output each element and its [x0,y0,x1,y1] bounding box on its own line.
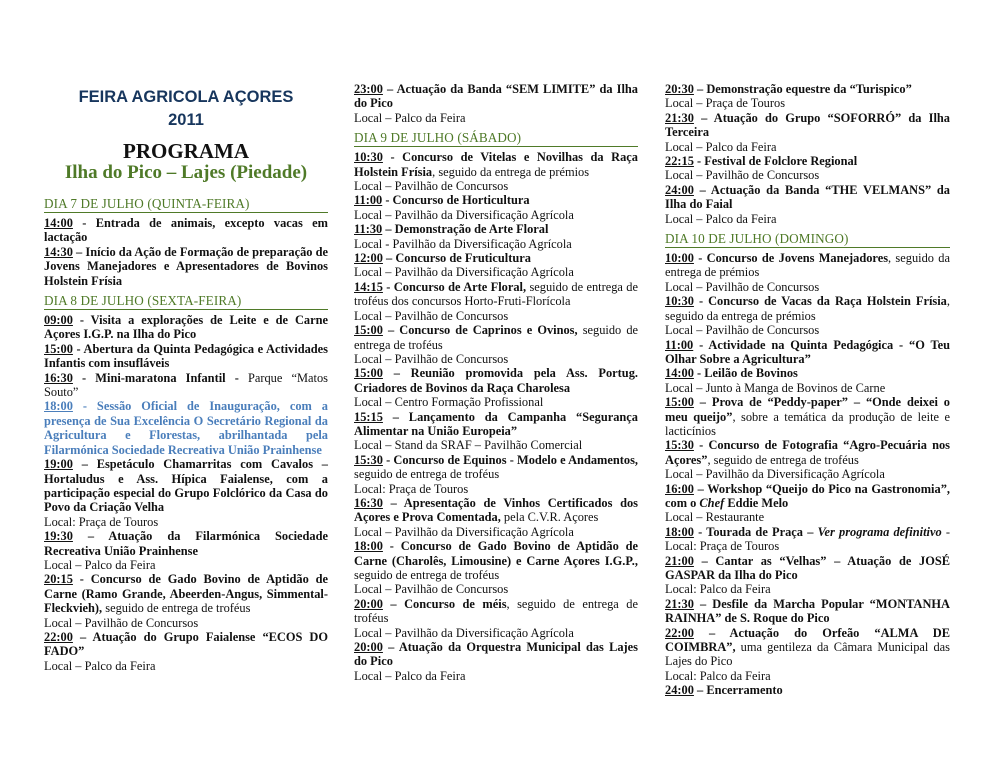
event-item: 15:30 - Concurso de Fotografia “Agro-Pecuária nos Açores”, seguido de entrega de troféus [665,438,950,467]
event-location: Local - Pavilhão da Diversificação Agrícola [354,236,572,251]
event-item: 19:00 – Espetáculo Chamarritas com Cavalos – Hortaludus e Ass. Hípica Faialense, com a participação especial do Grupo Folclórico da Casa do Povo da Criação Velha [44,457,328,515]
event-location: Local – Praça de Touros [665,96,786,111]
event-location: Local: Praça de Touros [44,514,159,529]
event-location: Local: Palco da Feira [665,668,771,683]
page-title: PROGRAMA [123,139,249,163]
event-item: 20:00 – Concurso de méis, seguido de entrega de troféus [354,596,638,626]
day-heading-10: DIA 10 DE JULHO (DOMINGO) [665,230,950,248]
event-item: 10:00 - Concurso de Jovens Manejadores, seguido da entrega de prémios [665,251,950,280]
event-item: 15:15 – Lançamento da Campanha “Segurança Alimentar na União Europeia” [354,409,638,438]
column-3 [665,82,950,698]
event-item: 15:00 - Abertura da Quinta Pedagógica e Actividades Infantis com insufláveis [44,341,328,371]
event-location: Local – Palco da Feira [354,668,466,683]
event-item: 10:30 - Concurso de Vacas da Raça Holstein Frísia, seguido da entrega de prémios [665,294,950,323]
event-item: 11:00 - Actividade na Quinta Pedagógica - “O Teu Olhar Sobre a Agricultura” [665,337,950,366]
event-item: 16:30 - Mini-maratona Infantil - Parque “Matos Souto” [44,370,328,400]
event-item: 14:30 – Início da Ação de Formação de preparação de Jovens Manejadores e Apresentadores de Bovinos Holstein Frísia [44,244,328,288]
fair-name: FEIRA AGRICOLA AÇORES [78,88,294,106]
event-item: 19:30 – Atuação da Filarmónica Sociedade Recreativa União Prainhense [44,529,328,558]
event-location: Local: Praça de Touros [354,481,469,496]
column-1 [44,82,328,673]
event-item: 12:00 – Concurso de Fruticultura [354,251,531,266]
event-item: 10:30 - Concurso de Vitelas e Novilhas da Raça Holstein Frísia, seguido da entrega de prémios [354,150,638,179]
event-location: Local – Pavilhão de Concursos [665,168,820,183]
event-item: 15:00 – Prova de “Peddy-paper” – “Onde deixei o meu queijo”, sobre a temática da produção de leite e lacticínios [665,395,950,438]
event-item: 21:30 – Atuação do Grupo “SOFORRÓ” da Ilha Terceira [665,110,950,140]
event-location: Local – Centro Formação Profissional [354,395,544,410]
event-location: Local – Palco da Feira [354,110,466,125]
event-item-highlight: 18:00 - Sessão Oficial de Inauguração, com a presença de Sua Excelência O Secretário Regional da Agricultura e Florestas, abrilhantada pela Filarmónica Sociedade Recreativa União Prainhense [44,399,328,457]
event-location: Local – Pavilhão da Diversificação Agrícola [354,265,574,280]
event-item: 16:00 – Workshop “Queijo do Pico na Gastronomia”, com o Chef Eddie Melo [665,481,950,510]
event-item: 15:00 – Concurso de Caprinos e Ovinos, seguido de entrega de troféus [354,323,639,352]
event-item: 20:15 - Concurso de Gado Bovino de Aptidão de Carne (Ramo Grande, Abeerden-Angus, Simmental-Fleckvieh), seguido de entrega de troféus [44,572,328,616]
event-location: Local – Pavilhão da Diversificação Agrícola [354,207,574,222]
event-location: Local – Palco da Feira [665,211,777,226]
event-item: 21:30 – Desfile da Marcha Popular “MONTANHA RAINHA” de S. Roque do Pico [665,596,950,626]
event-item: 22:15 - Festival de Folclore Regional [665,154,858,169]
event-item: 22:00 – Atuação do Grupo Faialense “ECOS DO FADO” [44,629,328,659]
event-location: Local – Pavilhão da Diversificação Agrícola [354,625,574,640]
event-location: Local – Palco da Feira [665,139,777,154]
event-location: Local – Pavilhão de Concursos [665,279,820,294]
day-heading-9: DIA 9 DE JULHO (SÁBADO) [354,129,638,147]
event-item: 18:00 - Tourada de Praça – Ver programa definitivo - Local: Praça de Touros [665,524,951,554]
event-location: Local – Pavilhão de Concursos [354,582,509,597]
event-item: 11:30 – Demonstração de Arte Floral [354,222,549,237]
event-location: Local – Palco da Feira [44,557,156,572]
event-location: Local – Pavilhão da Diversificação Agrícola [354,524,574,539]
event-location: Local – Pavilhão de Concursos [44,615,199,630]
event-item: 20:00 – Atuação da Orquestra Municipal das Lajes do Pico [354,640,638,669]
event-item: 09:00 - Visita a explorações de Leite e de Carne Açores I.G.P. na Ilha do Pico [44,313,328,342]
column-2 [354,82,638,683]
event-item: 14:00 - Entrada de animais, excepto vacas em lactação [44,216,328,245]
event-location: Local – Pavilhão da Diversificação Agrícola [665,467,885,482]
event-location: Local – Stand da SRAF – Pavilhão Comercial [354,438,583,453]
event-item: 24:00 – Encerramento [665,683,783,698]
event-item: 14:15 - Concurso de Arte Floral, seguido de entrega de troféus dos concursos Horto-Fruti-Florícola [354,279,638,309]
event-item: 18:00 - Concurso de Gado Bovino de Aptidão de Carne (Charolês, Limousine) e Carne Açores I.G.P., seguido de entrega de troféus [354,539,638,582]
event-item: 22:00 – Actuação do Orfeão “ALMA DE COIMBRA”, uma gentileza da Câmara Municipal das Lajes do Pico [665,625,950,669]
event-item: 15:30 - Concurso de Equinos - Modelo e Andamentos, seguido de entrega de troféus [354,452,638,482]
event-item: 21:00 – Cantar as “Velhas” – Atuação de JOSÉ GASPAR da Ilha do Pico [665,553,950,582]
event-location: Local: Palco da Feira [665,582,771,597]
day-heading-8: DIA 8 DE JULHO (SEXTA-FEIRA) [44,292,328,310]
event-location: Local – Pavilhão de Concursos [665,323,820,338]
page-subtitle: Ilha do Pico – Lajes (Piedade) [64,162,308,183]
event-location: Local – Junto à Manga de Bovinos de Carne [665,380,886,395]
fair-year: 2011 [168,111,204,129]
event-location: Local – Pavilhão de Concursos [354,179,509,194]
event-item: 23:00 – Actuação da Banda “SEM LIMITE” da Ilha do Pico [354,82,638,111]
event-location: Local – Pavilhão de Concursos [354,351,509,366]
day-heading-7: DIA 7 DE JULHO (QUINTA-FEIRA) [44,195,328,213]
event-item: 11:00 - Concurso de Horticultura [354,193,530,208]
event-item: 15:00 – Reunião promovida pela Ass. Portug. Criadores de Bovinos da Raça Charolesa [354,366,638,395]
event-item: 16:30 – Apresentação de Vinhos Certificados dos Açores e Prova Comentada, pela C.V.R. Açores [354,495,638,525]
event-location: Local – Pavilhão de Concursos [354,308,509,323]
event-location: Local – Palco da Feira [44,658,156,673]
event-item: 20:30 – Demonstração equestre da “Turispico” [665,82,912,96]
event-location: Local – Restaurante [665,510,765,525]
event-item: 14:00 - Leilão de Bovinos [665,366,798,381]
event-item: 24:00 – Actuação da Banda “THE VELMANS” da Ilha do Faial [665,182,950,212]
